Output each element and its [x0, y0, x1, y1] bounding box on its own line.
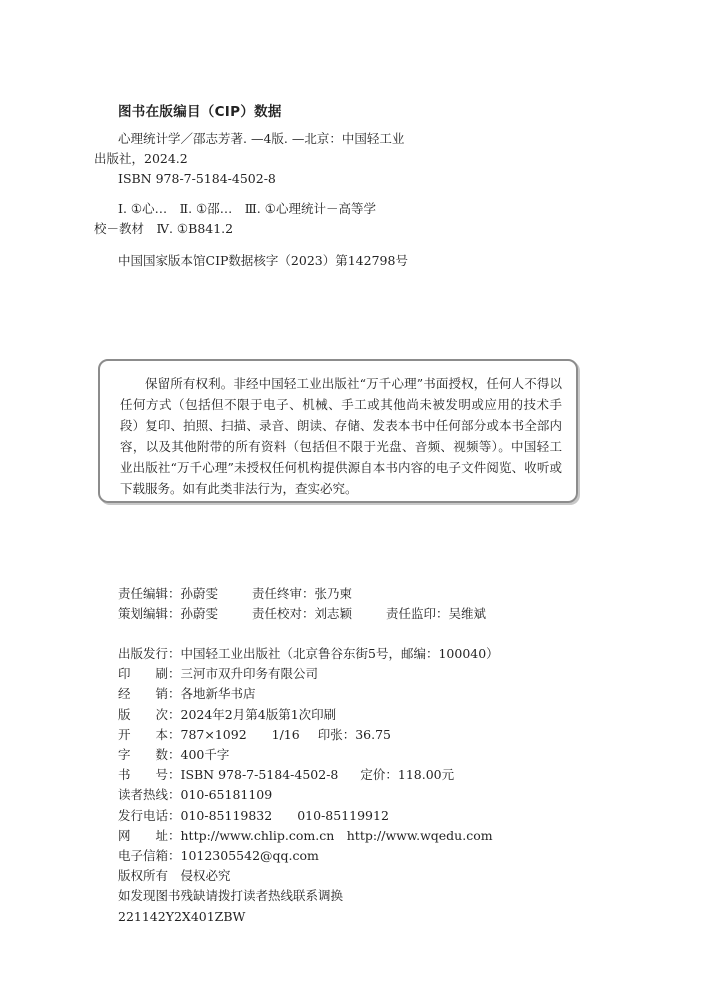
- sheets-value: 印张：36.75: [317, 726, 392, 742]
- staff-row-2: [118, 604, 638, 624]
- website-row: 网 址：http://www.chlip.com.cn http://www.wqedu.com: [118, 827, 493, 843]
- publisher-row: 出版发行：中国轻工业出版社（北京鲁谷东街5号，邮编：100040）: [118, 646, 499, 661]
- cip-isbn-line: ISBN 978-7-5184-4502-8: [118, 171, 276, 186]
- cip-bibliographic-line-1: 心理统计学／邵志芳著. —4版. —北京：中国轻工业: [118, 131, 405, 146]
- wordcount-row: 字 数：400千字: [118, 747, 230, 763]
- cip-classification-line-1: Ⅰ. ①心… Ⅱ. ①邵… Ⅲ. ①心理统计－高等学: [118, 201, 376, 216]
- responsible-editor: 责任编辑：孙蔚雯: [118, 586, 219, 601]
- price-value: 定价：118.00元: [360, 767, 455, 783]
- staff-credits: [118, 584, 638, 624]
- isbn-row: [118, 765, 638, 785]
- final-reviewer: 责任终审：张乃柬: [252, 586, 353, 601]
- format-value: 开 本：787×1092 1/16: [118, 726, 300, 742]
- defect-notice-row: 如发现图书残缺请拨打读者热线联系调换: [118, 888, 344, 904]
- staff-row-1: [118, 584, 638, 604]
- print-supervisor: 责任监印：吴维斌: [386, 606, 487, 621]
- printer-row: 印 刷：三河市双升印务有限公司: [118, 666, 319, 682]
- cip-title: 图书在版编目（CIP）数据: [118, 104, 282, 120]
- sales-phone-row: 发行电话：010-85119832 010-85119912: [118, 807, 389, 823]
- product-code-row: 221142Y2X401ZBW: [118, 908, 246, 924]
- rights-notice-box: [98, 359, 578, 503]
- cip-classification-line-2: 校－教材 Ⅳ. ①B841.2: [94, 221, 234, 236]
- edition-row: 版 次：2024年2月第4版第1次印刷: [118, 706, 337, 722]
- proofreader: 责任校对：刘志颖: [252, 606, 353, 621]
- email-row: 电子信箱：1012305542@qq.com: [118, 848, 319, 864]
- cip-data-block: [94, 100, 418, 271]
- copyright-row: 版权所有 侵权必究: [118, 868, 231, 884]
- planning-editor: 策划编辑：孙蔚雯: [118, 606, 219, 621]
- hotline-row: 读者热线：010-65181109: [118, 787, 273, 803]
- isbn-value: 书 号：ISBN 978-7-5184-4502-8: [118, 767, 339, 783]
- format-row: [118, 725, 638, 745]
- cip-bibliographic-line-2: 出版社，2024.2: [94, 151, 188, 166]
- rights-notice-text: 保留所有权利。非经中国轻工业出版社“万千心理”书面授权，任何人不得以任何方式（包括但不限于电子、机械、手工或其他尚未被发明或应用的技术手段）复印、拍照、扫描、录音、朗读、存储、发表本书中任何部分或本书全部内容，以及其他附带的所有资料（包括但不限于光盘、音频、视频等）。中国轻工业出版社“万千心理”未授权任何机构提供源自本书内容的电子文件阅览、收听或下载服务。如有此类非法行为，查实必究。: [120, 376, 562, 496]
- distributor-row: 经 销：各地新华书店: [118, 686, 256, 702]
- cip-verification-number: 中国国家版本馆CIP数据核字（2023）第142798号: [118, 253, 408, 268]
- publication-info: [118, 644, 638, 927]
